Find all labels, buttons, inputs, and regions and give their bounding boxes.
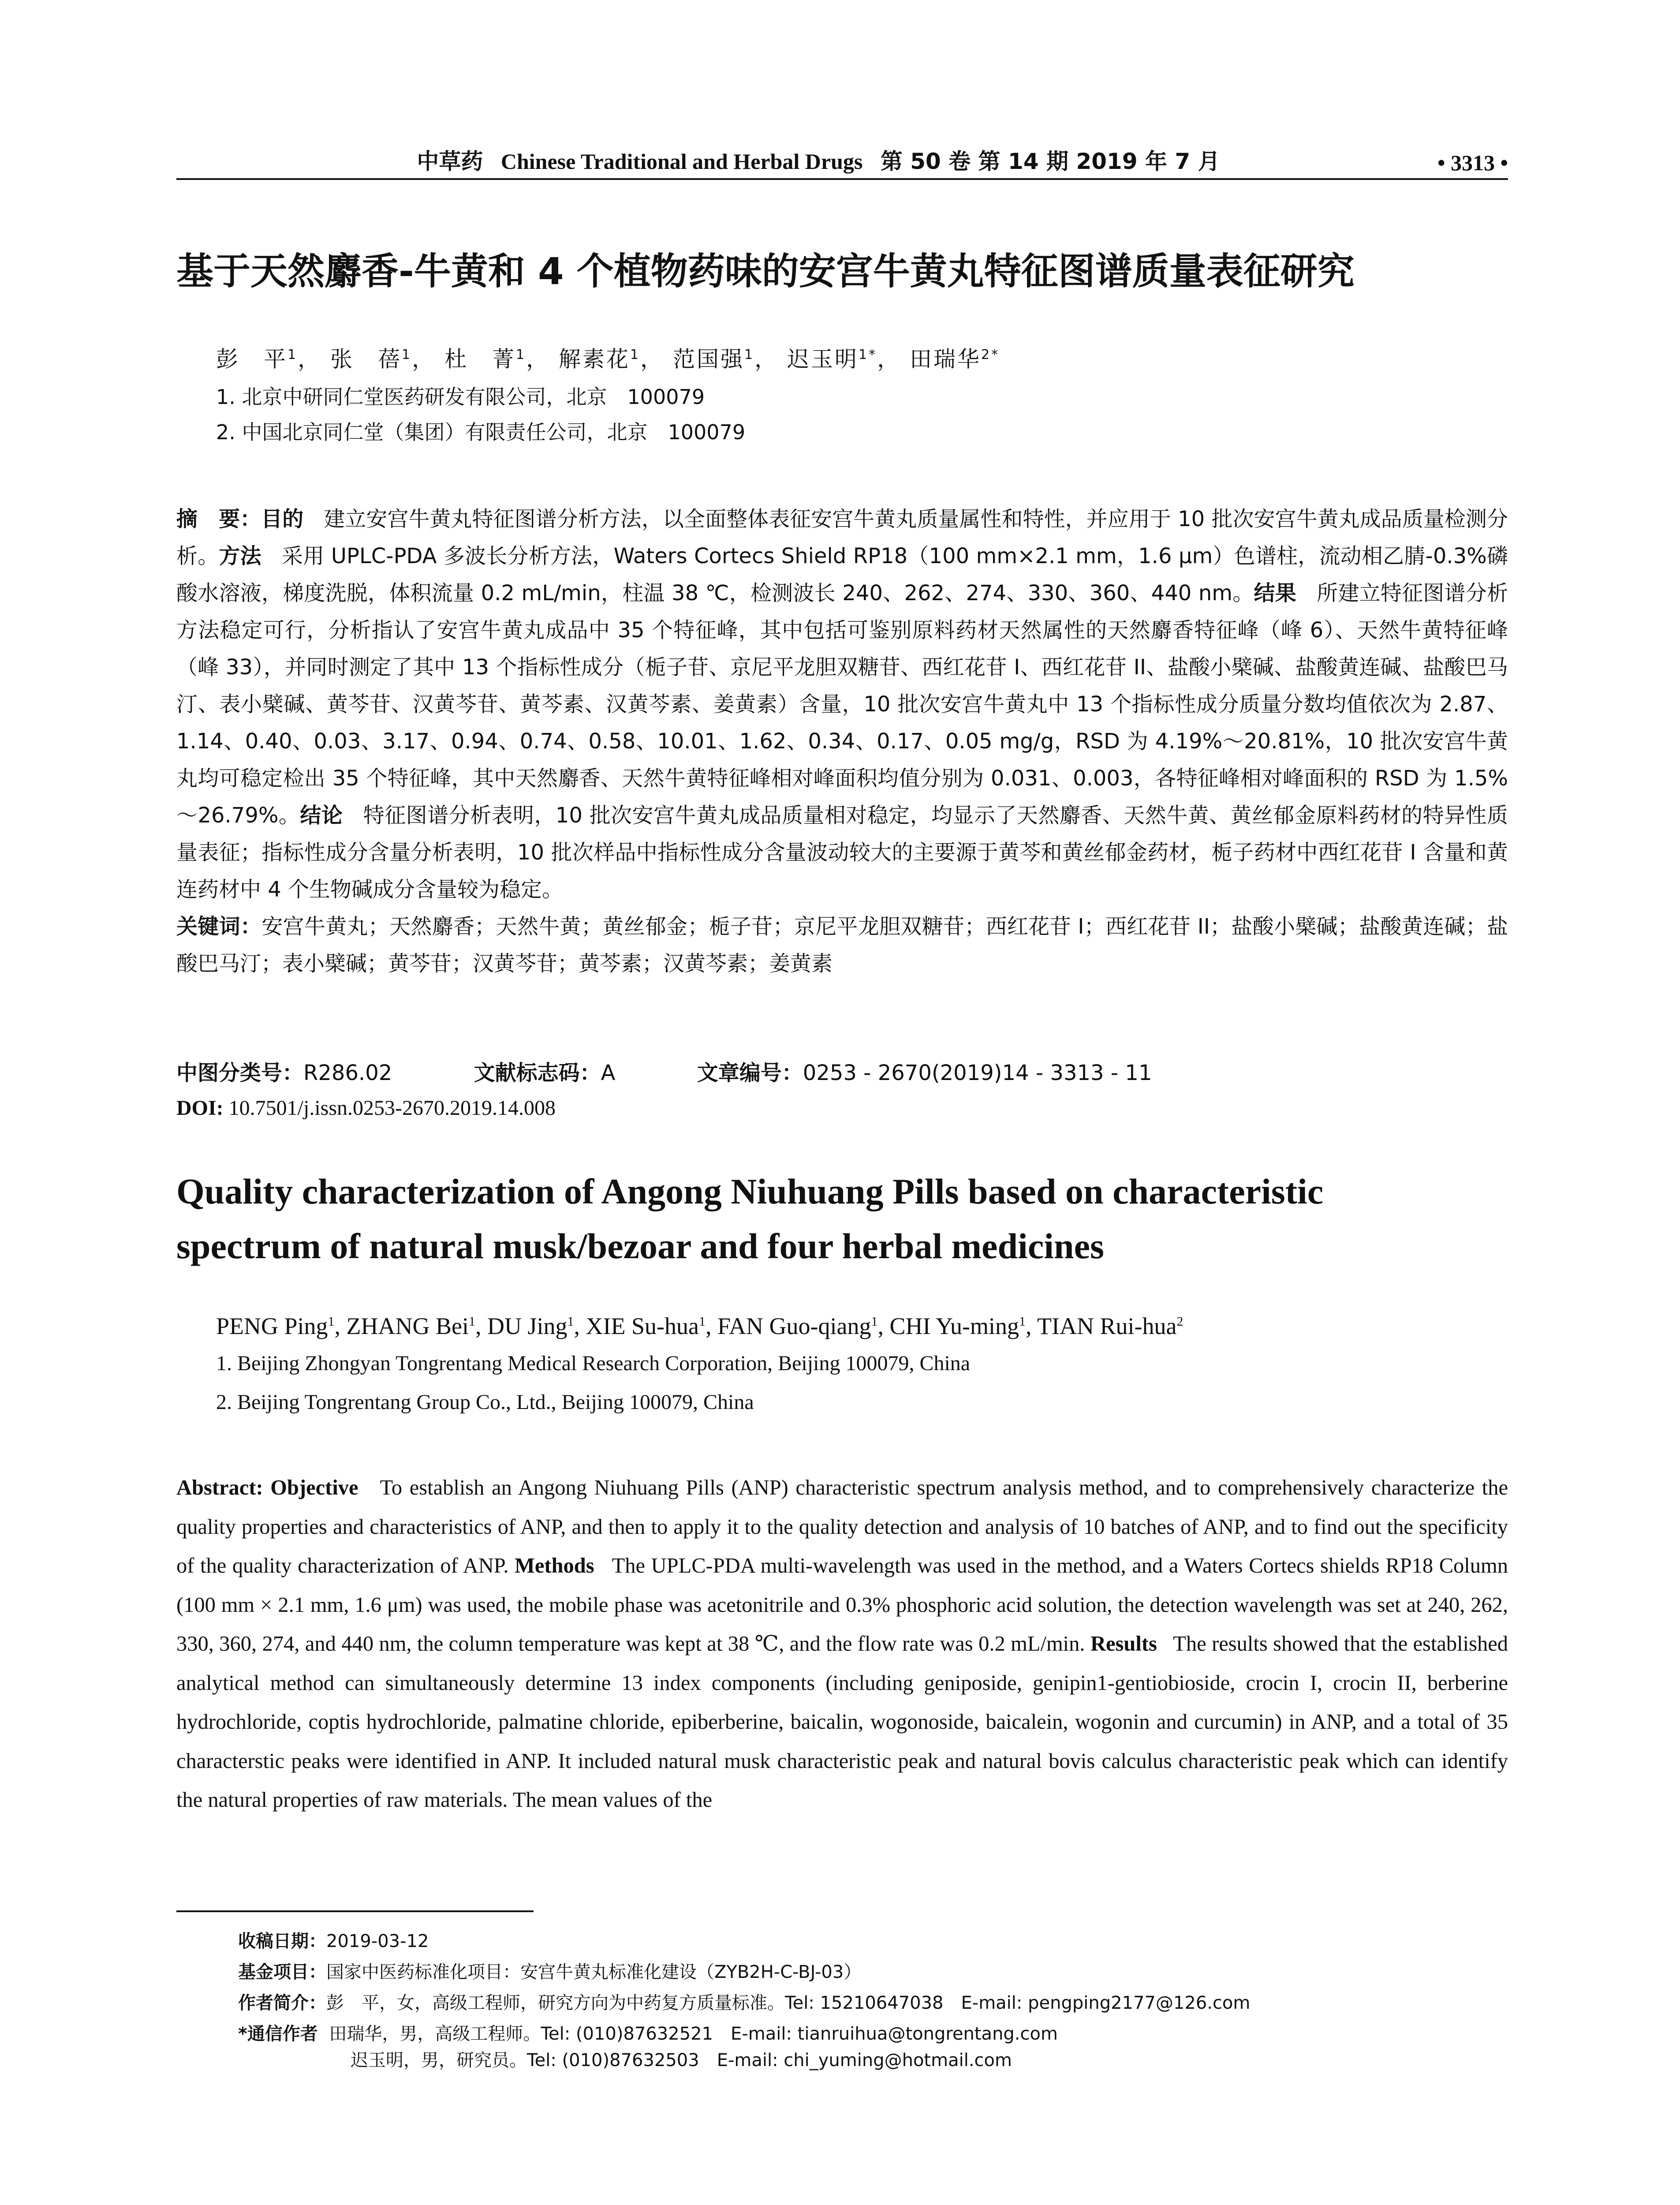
- author-en: PENG Ping: [216, 1313, 328, 1339]
- author-cn: 彭 平: [216, 346, 287, 372]
- author-en: ZHANG Bei: [346, 1313, 469, 1339]
- header-rule: [176, 178, 1508, 180]
- running-header: [176, 140, 1508, 176]
- author-cn: 解素花: [559, 346, 630, 372]
- author-en: FAN Guo-qiang: [717, 1313, 871, 1339]
- affiliation-en-2: 2. Beijing Tongrentang Group Co., Ltd., Beijing 100079, China: [216, 1390, 754, 1414]
- author-sup: 1: [871, 1314, 878, 1329]
- title-en-line-2: spectrum of natural musk/bezoar and four herbal medicines: [176, 1226, 1104, 1266]
- author-sup: 1: [287, 347, 298, 363]
- author-cn: 迟玉明: [787, 346, 859, 372]
- article-number-label: 文章编号：: [697, 1061, 803, 1085]
- author-sup: 1: [469, 1314, 476, 1329]
- methods-text: 采用 UPLC-PDA 多波长分析方法，Waters Cortecs Shield RP18（100 mm×2.1 mm，1.6 μm）色谱柱，流动相乙腈-0.3%磷酸水溶液，梯度洗脱，体积流量 0.2 mL/min，柱温 38 ℃，检测波长 240、262、274、330、360、440 nm。: [176, 544, 1508, 605]
- doi-value[interactable]: 10.7501/j.issn.0253-2670.2019.14.008: [228, 1096, 556, 1120]
- bio-label: 作者简介：: [238, 1993, 326, 2013]
- author-sup: 1: [516, 347, 526, 363]
- author-sup: 1: [328, 1314, 335, 1329]
- methods-en-label: Methods: [515, 1554, 594, 1577]
- author-en: TIAN Rui-hua: [1037, 1313, 1177, 1339]
- journal-issue: 第 50 卷 第 14 期 2019 年 7 月: [880, 149, 1220, 174]
- affiliation-cn-1: 1. 北京中研同仁堂医药研发有限公司，北京 100079: [216, 385, 705, 409]
- author-sup: 2: [1176, 1314, 1183, 1329]
- footnote-rule: [176, 1910, 534, 1912]
- objective-en-label: Objective: [270, 1476, 358, 1499]
- conclusion-text: 特征图谱分析表明，10 批次安宫牛黄丸成品质量相对稳定，均显示了天然麝香、天然牛黄、黄丝郁金原料药材的特异性质量表征；指标性成分含量分析表明，10 批次样品中指标性成分含量波动较大的主要源于黄芩和黄丝郁金药材，栀子药材中西红花苷 I 含量和黄连药材中 4 个生物碱成分含量较为稳定。: [176, 803, 1508, 902]
- authors-en: PENG Ping$^1$, ZHANG Bei$^1$, DU Jing$^1$, XIE Su-hua$^1$, FAN Guo-qiang$^1$, CHI Yu-ming$^1$, TIAN Rui-hua$^2$: [216, 1313, 1183, 1339]
- abstract-en: [176, 1469, 1508, 1820]
- author-en: CHI Yu-ming: [889, 1313, 1019, 1339]
- results-label: 结果: [1254, 581, 1296, 605]
- affiliation-en-1: 1. Beijing Zhongyan Tongrentang Medical Research Corporation, Beijing 100079, China: [216, 1352, 971, 1375]
- fund-text: 国家中医药标准化项目：安宫牛黄丸标准化建设（ZYB2H-C-BJ-03）: [326, 1962, 862, 1982]
- footnote-fund: [238, 1959, 861, 1985]
- footnote-received: [238, 1928, 429, 1955]
- author-en: DU Jing: [487, 1313, 567, 1339]
- title-cn: 基于天然麝香-牛黄和 4 个植物药味的安宫牛黄丸特征图谱质量表征研究: [176, 250, 1355, 293]
- abstract-en-label: Abstract:: [176, 1476, 263, 1499]
- clc-value: R286.02: [303, 1061, 392, 1085]
- doc-code-label: 文献标志码：: [474, 1061, 601, 1085]
- affiliation-cn-2: 2. 中国北京同仁堂（集团）有限责任公司，北京 100079: [216, 420, 746, 444]
- results-text: 所建立特征图谱分析方法稳定可行，分析指认了安宫牛黄丸成品中 35 个特征峰，其中包括可鉴别原料药材天然属性的天然麝香特征峰（峰 6）、天然牛黄特征峰（峰 33），并同时测定了其中 13 个指标性成分（栀子苷、京尼平龙胆双糖苷、西红花苷 I、西红花苷 II、盐酸小檗碱、盐酸黄连碱、盐酸巴马汀、表小檗碱、黄芩苷、汉黄芩苷、黄芩素、汉黄芩素、姜黄素）含量，10 批次安宫牛黄丸中 13 个指标性成分质量分数均值依次为 2.87、1.14、0.40、0.03、3.17、0.94、0.74、0.58、10.01、1.62、0.34、0.17、0.05 mg/g，RSD 为 4.19%～20.81%，10 批次安宫牛黄丸均可稳定检出 35 个特征峰，其中天然麝香、天然牛黄特征峰相对峰面积均值分别为 0.031、0.003，各特征峰相对峰面积的 RSD 为 1.5%～26.79%。: [176, 581, 1508, 828]
- title-en-line-1: Quality characterization of Angong Niuhuang Pills based on characteristic: [176, 1171, 1324, 1211]
- journal-name-en: Chinese Traditional and Herbal Drugs: [500, 149, 863, 174]
- fund-label: 基金项目：: [238, 1962, 326, 1982]
- methods-label: 方法: [219, 544, 261, 568]
- keywords-cn: [176, 908, 1508, 982]
- author-cn: 田瑞华: [910, 346, 981, 372]
- objective-label: 目的: [261, 507, 304, 531]
- author-cn: 范国强: [673, 346, 744, 372]
- abstract-cn-label: 摘 要：: [176, 507, 261, 531]
- footnote-bio: [238, 1990, 1250, 2016]
- author-sup: 1: [744, 347, 755, 363]
- results-en-text: The results showed that the established analytical method can simultaneously determine 13 index components (including geniposide, genipin1-gentiobioside, crocin I, crocin II, berberine hydrochloride, coptis hydrochloride, palmatine chloride, epiberberine, baicalin, wogonoside, baicalein, wogonin and curcumin) in ANP, and a total of 35 characterstic peaks were identified in ANP. It included natural musk characteristic peak and natural bovis calculus characteristic peak which can identify the natural properties of raw materials. The mean values of the: [176, 1632, 1508, 1812]
- received-label: 收稿日期：: [238, 1931, 326, 1951]
- classification-line: [176, 1058, 1152, 1088]
- objective-text: 建立安宫牛黄丸特征图谱分析方法，以全面整体表征安宫牛黄丸质量属性和特性，并应用于 10 批次安宫牛黄丸成品质量检测分析。: [176, 507, 1508, 568]
- author-en: XIE Su-hua: [586, 1313, 699, 1339]
- authors-cn: 彭 平$^1$， 张 蓓$^1$， 杜 菁$^1$， 解素花$^1$， 范国强$^1$， 迟玉明$^{1*}$， 田瑞华$^{2*}$: [216, 346, 1000, 372]
- article-number-value: 0253 - 2670(2019)14 - 3313 - 11: [803, 1061, 1152, 1085]
- title-en: [176, 1164, 1508, 1274]
- doi-line: [176, 1093, 556, 1124]
- author-sup: 2*: [981, 347, 1000, 363]
- doi-label: DOI:: [176, 1096, 224, 1120]
- corr-text-1: 田瑞华，男，高级工程师。Tel: (010)87632521 E-mail: tianruihua@tongrentang.com: [329, 2024, 1058, 2044]
- abstract-cn: [176, 501, 1508, 982]
- author-sup: 1*: [859, 347, 877, 363]
- objective-en-text: To establish an Angong Niuhuang Pills (ANP) characteristic spectrum analysis method, and to comprehensively characterize the quality properties and characteristics of ANP, and then to apply it to the quality detection and analysis of 10 batches of ANP, and to find out the specificity of the quality characterization of ANP.: [176, 1476, 1508, 1577]
- results-en-label: Results: [1090, 1632, 1157, 1656]
- received-date: 2019-03-12: [326, 1931, 429, 1951]
- author-sup: 1: [630, 347, 641, 363]
- bio-text: 彭 平，女，高级工程师，研究方向为中药复方质量标准。Tel: 15210647038 E-mail: pengping2177@126.com: [326, 1993, 1251, 2013]
- keywords-cn-label: 关键词：: [176, 914, 262, 939]
- author-sup: 1: [567, 1314, 574, 1329]
- author-cn: 张 蓓: [330, 346, 402, 372]
- author-sup: 1: [402, 347, 412, 363]
- clc-label: 中图分类号：: [176, 1061, 304, 1085]
- corr-label: *通信作者: [238, 2024, 318, 2044]
- footnote-correspondence: [238, 2021, 1058, 2074]
- journal-name-cn: 中草药: [417, 149, 483, 174]
- corr-text-2: 迟玉明，男，研究员。Tel: (010)87632503 E-mail: chi_yuming@hotmail.com: [351, 2050, 1012, 2070]
- doc-code-value: A: [601, 1061, 616, 1085]
- author-cn: 杜 菁: [444, 346, 516, 372]
- page-number: • 3313 •: [1437, 150, 1508, 175]
- methods-en-text: The UPLC-PDA multi-wavelength was used in the method, and a Waters Cortecs shields RP18 Column (100 mm × 2.1 mm, 1.6 μm) was used, the mobile phase was acetonitrile and 0.3% phosphoric acid solution, the detection wavelength was set at 240, 262, 330, 360, 274, and 440 nm, the column temperature was kept at 38 ℃, and the flow rate was 0.2 mL/min.: [176, 1554, 1508, 1656]
- keywords-cn-text: 安宫牛黄丸；天然麝香；天然牛黄；黄丝郁金；栀子苷；京尼平龙胆双糖苷；西红花苷 I；西红花苷 II；盐酸小檗碱；盐酸黄连碱；盐酸巴马汀；表小檗碱；黄芩苷；汉黄芩苷；黄芩素；汉黄芩素；姜黄素: [176, 914, 1508, 976]
- conclusion-label: 结论: [300, 803, 343, 828]
- author-sup: 1: [698, 1314, 706, 1329]
- author-sup: 1: [1019, 1314, 1026, 1329]
